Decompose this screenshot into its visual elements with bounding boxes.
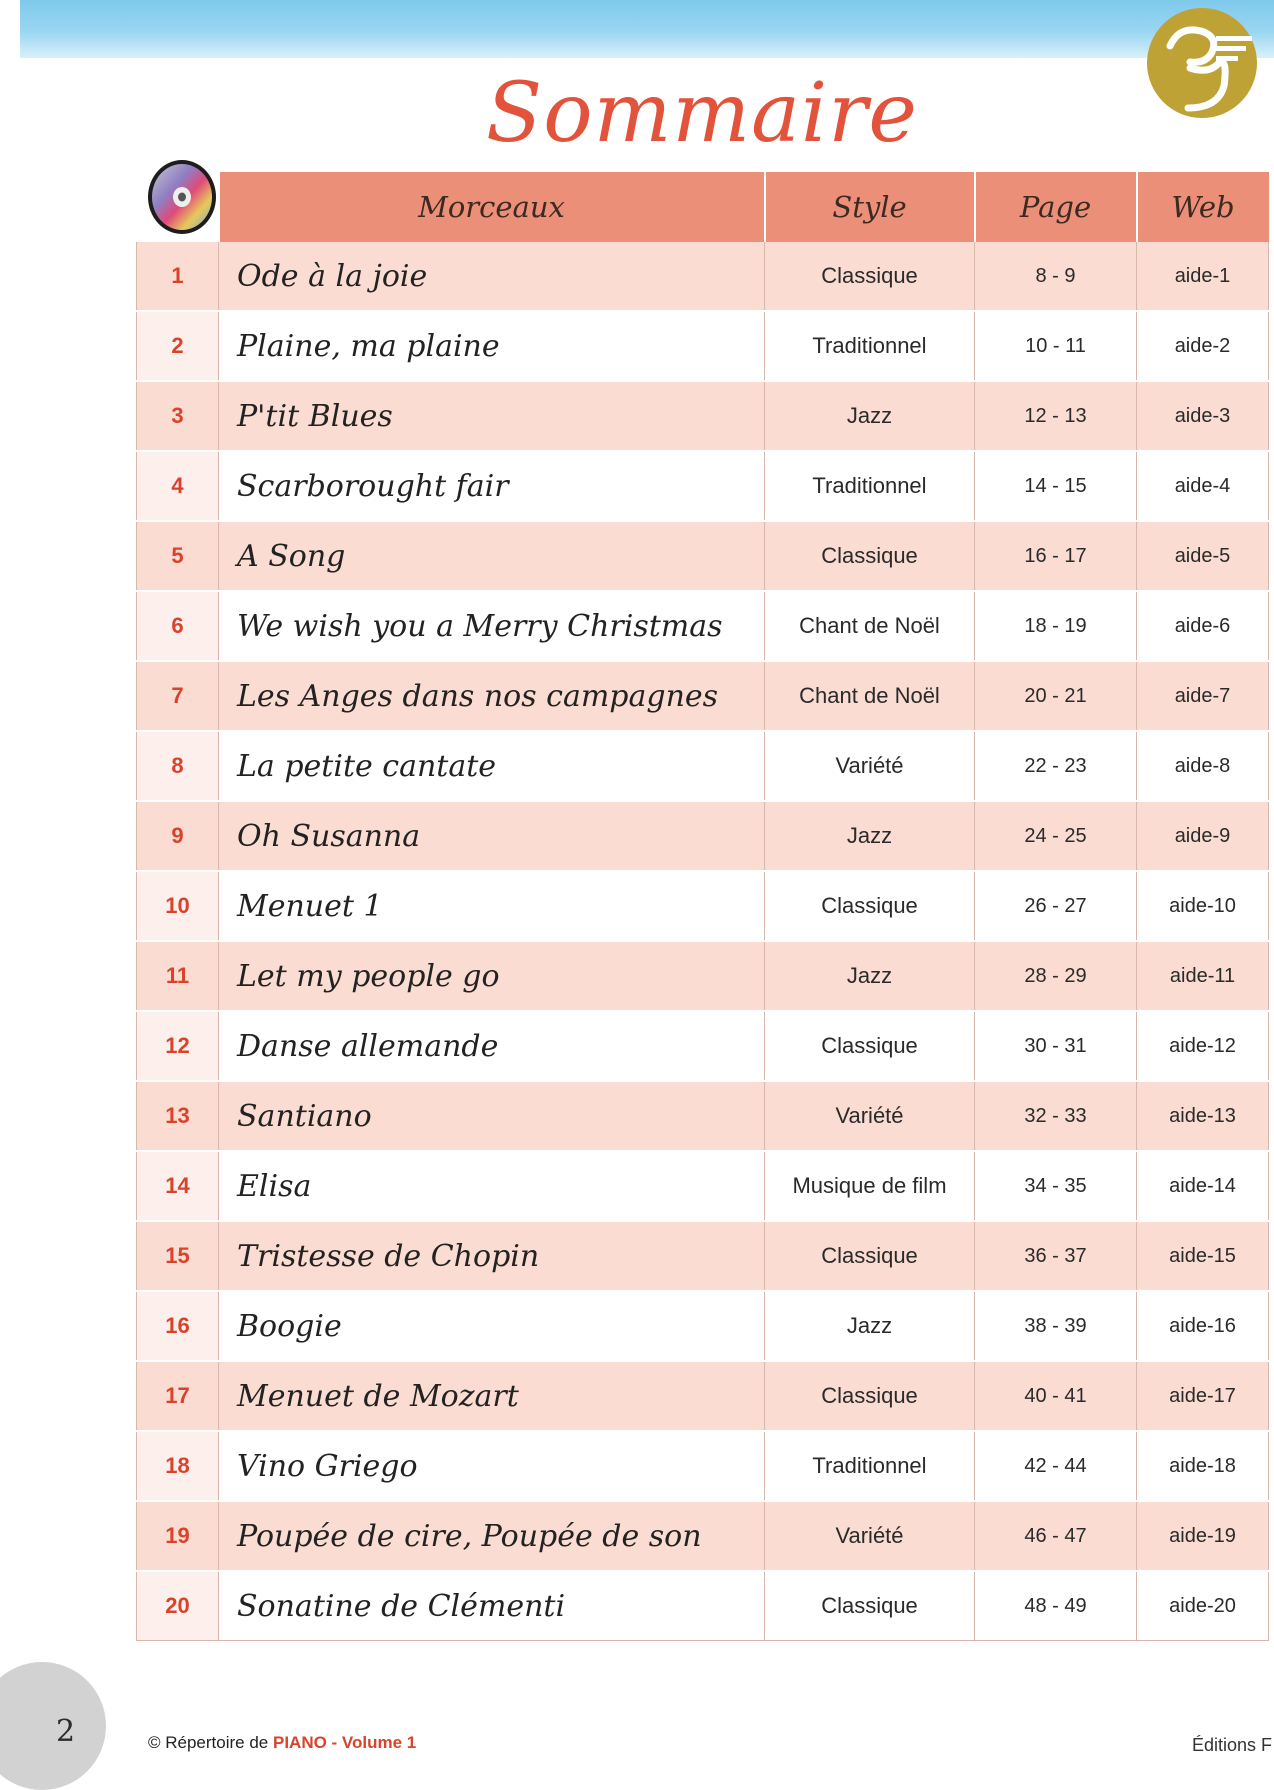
piece-style: Classique [765,521,975,591]
piece-title: Menuet de Mozart [219,1361,765,1431]
piece-title: Les Anges dans nos campagnes [219,661,765,731]
piece-pages: 14 - 15 [975,451,1137,521]
piece-style: Classique [765,1011,975,1081]
piece-pages: 36 - 37 [975,1221,1137,1291]
piece-pages: 32 - 33 [975,1081,1137,1151]
row-number: 15 [137,1221,219,1291]
table-row [137,521,1269,591]
piece-style: Jazz [765,1291,975,1361]
row-number: 3 [137,381,219,451]
row-number: 19 [137,1501,219,1571]
row-number: 16 [137,1291,219,1361]
page-number-tab [0,1662,106,1790]
piece-title: Let my people go [219,941,765,1011]
piece-title: Poupée de cire, Poupée de son [219,1501,765,1571]
piece-title: Vino Griego [219,1431,765,1501]
piece-pages: 28 - 29 [975,941,1137,1011]
page-title: Sommaire [486,66,918,161]
piece-pages: 22 - 23 [975,731,1137,801]
piece-web-code: aide-9 [1137,801,1269,871]
piece-style: Jazz [765,381,975,451]
table-row [137,941,1269,1011]
piece-web-code: aide-11 [1137,941,1269,1011]
row-number: 6 [137,591,219,661]
piece-pages: 24 - 25 [975,801,1137,871]
table-row [137,1361,1269,1431]
piece-web-code: aide-5 [1137,521,1269,591]
piece-pages: 30 - 31 [975,1011,1137,1081]
table-row [137,1011,1269,1081]
top-color-band [20,0,1274,58]
table-row [137,1221,1269,1291]
piece-web-code: aide-19 [1137,1501,1269,1571]
piece-title: Ode à la joie [219,242,765,311]
table-row [137,731,1269,801]
piece-pages: 8 - 9 [975,242,1137,311]
table-row [137,1501,1269,1571]
piece-web-code: aide-13 [1137,1081,1269,1151]
piece-style: Traditionnel [765,1431,975,1501]
contents-table-body [137,242,1269,1641]
piece-style: Classique [765,1221,975,1291]
piece-style: Classique [765,1571,975,1641]
footer-copyright-title: PIANO - Volume 1 [272,1733,417,1752]
piece-pages: 46 - 47 [975,1501,1137,1571]
piece-pages: 42 - 44 [975,1431,1137,1501]
piece-title: Scarborought fair [219,451,765,521]
footer-copyright [148,1733,416,1753]
contents-table [136,172,1269,1641]
piece-style: Jazz [765,941,975,1011]
piece-pages: 48 - 49 [975,1571,1137,1641]
piece-title: Tristesse de Chopin [219,1221,765,1291]
table-row [137,1291,1269,1361]
piece-title: Menuet 1 [219,871,765,941]
piece-title: Boogie [219,1291,765,1361]
piece-web-code: aide-4 [1137,451,1269,521]
row-number: 1 [137,242,219,311]
piece-web-code: aide-2 [1137,311,1269,381]
table-row [137,311,1269,381]
piece-pages: 26 - 27 [975,871,1137,941]
table-row [137,451,1269,521]
piece-pages: 38 - 39 [975,1291,1137,1361]
piece-pages: 16 - 17 [975,521,1137,591]
piece-web-code: aide-8 [1137,731,1269,801]
row-number: 18 [137,1431,219,1501]
row-number: 13 [137,1081,219,1151]
piece-style: Classique [765,871,975,941]
row-number: 20 [137,1571,219,1641]
table-row [137,871,1269,941]
row-number: 8 [137,731,219,801]
piece-title: La petite cantate [219,731,765,801]
piece-pages: 20 - 21 [975,661,1137,731]
piece-web-code: aide-12 [1137,1011,1269,1081]
row-number: 12 [137,1011,219,1081]
piece-web-code: aide-7 [1137,661,1269,731]
piece-style: Chant de Noël [765,591,975,661]
table-row [137,801,1269,871]
footer-copyright-prefix: © Répertoire de [148,1733,273,1752]
table-row [137,1431,1269,1501]
piece-style: Variété [765,1501,975,1571]
piece-web-code: aide-10 [1137,871,1269,941]
piece-pages: 34 - 35 [975,1151,1137,1221]
header-piece: Morceaux [219,172,765,242]
table-row [137,1081,1269,1151]
piece-style: Classique [765,1361,975,1431]
row-number: 2 [137,311,219,381]
piece-style: Traditionnel [765,311,975,381]
piece-web-code: aide-16 [1137,1291,1269,1361]
row-number: 14 [137,1151,219,1221]
piece-style: Chant de Noël [765,661,975,731]
piece-title: We wish you a Merry Christmas [219,591,765,661]
header-blank-cell [137,172,219,242]
piece-pages: 10 - 11 [975,311,1137,381]
row-number: 9 [137,801,219,871]
piece-style: Jazz [765,801,975,871]
row-number: 17 [137,1361,219,1431]
piece-title: Sonatine de Clémenti [219,1571,765,1641]
footer-publisher: Éditions F [1192,1735,1273,1755]
piece-style: Variété [765,1081,975,1151]
table-row [137,1151,1269,1221]
row-number: 7 [137,661,219,731]
piece-pages: 40 - 41 [975,1361,1137,1431]
page-number: 2 [56,1714,76,1749]
piece-title: A Song [219,521,765,591]
header-style: Style [765,172,975,242]
table-row [137,381,1269,451]
row-number: 4 [137,451,219,521]
table-row [137,1571,1269,1641]
table-header-row [137,172,1269,242]
piece-style: Musique de film [765,1151,975,1221]
table-row [137,661,1269,731]
piece-pages: 12 - 13 [975,381,1137,451]
row-number: 11 [137,941,219,1011]
piece-title: Santiano [219,1081,765,1151]
piece-web-code: aide-17 [1137,1361,1269,1431]
piece-style: Variété [765,731,975,801]
piece-title: Elisa [219,1151,765,1221]
piece-pages: 18 - 19 [975,591,1137,661]
header-web: Web [1137,172,1269,242]
piece-title: P'tit Blues [219,381,765,451]
piece-web-code: aide-3 [1137,381,1269,451]
piece-web-code: aide-15 [1137,1221,1269,1291]
piece-web-code: aide-18 [1137,1431,1269,1501]
piece-style: Traditionnel [765,451,975,521]
piece-title: Oh Susanna [219,801,765,871]
piece-web-code: aide-20 [1137,1571,1269,1641]
header-page: Page [975,172,1137,242]
piece-style: Classique [765,242,975,311]
piece-web-code: aide-14 [1137,1151,1269,1221]
piece-title: Danse allemande [219,1011,765,1081]
row-number: 10 [137,871,219,941]
piece-web-code: aide-1 [1137,242,1269,311]
table-row [137,242,1269,311]
row-number: 5 [137,521,219,591]
piece-web-code: aide-6 [1137,591,1269,661]
piece-title: Plaine, ma plaine [219,311,765,381]
table-row [137,591,1269,661]
